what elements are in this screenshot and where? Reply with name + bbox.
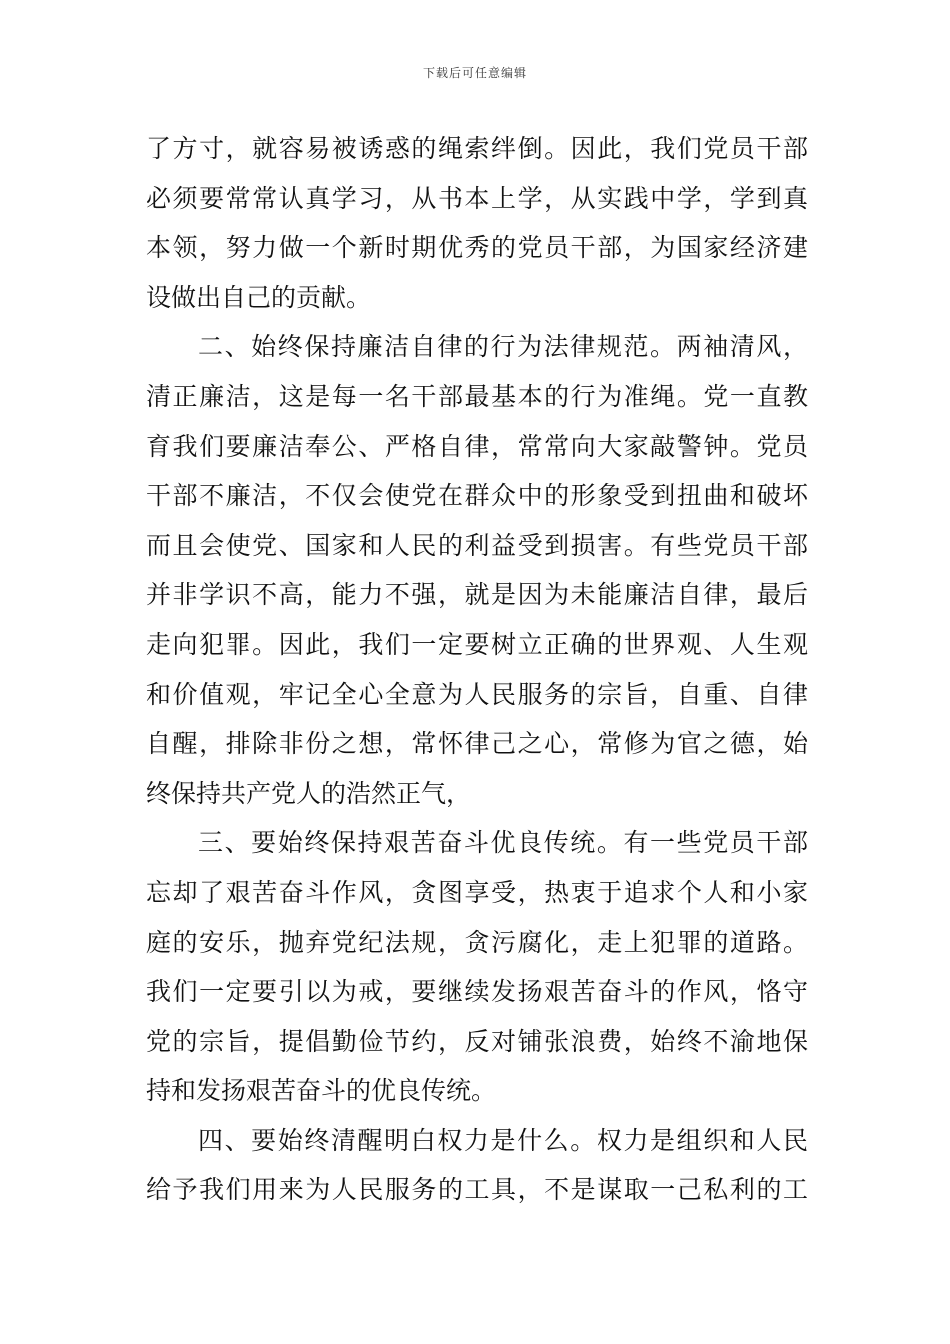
text-line: 设做出自己的贡献。 <box>146 282 372 312</box>
text-line: 清正廉洁，这是每一名干部最基本的行为准绳。党一直教 <box>146 381 808 411</box>
text-line: 而且会使党、国家和人民的利益受到损害。有些党员干部 <box>146 530 808 560</box>
text-line: 我们一定要引以为戒，要继续发扬艰苦奋斗的作风，恪守 <box>146 977 808 1007</box>
text-line: 必须要常常认真学习，从书本上学，从实践中学，学到真 <box>146 183 808 213</box>
text-line: 三、要始终保持艰苦奋斗优良传统。有一些党员干部 <box>198 828 808 858</box>
text-line: 育我们要廉洁奉公、严格自律，常常向大家敲警钟。党员 <box>146 431 808 461</box>
text-line: 自醒，排除非份之想，常怀律己之心，常修为官之德，始 <box>146 729 808 759</box>
text-line: 持和发扬艰苦奋斗的优良传统。 <box>146 1076 497 1106</box>
text-line: 给予我们用来为人民服务的工具，不是谋取一己私利的工 <box>146 1175 808 1205</box>
text-line: 四、要始终清醒明白权力是什么。权力是组织和人民 <box>198 1125 808 1155</box>
text-line: 二、始终保持廉洁自律的行为法律规范。两袖清风， <box>198 332 808 362</box>
page-header: 下载后可任意编辑 <box>422 66 527 80</box>
text-line: 党的宗旨，提倡勤俭节约，反对铺张浪费，始终不渝地保 <box>146 1026 808 1056</box>
text-line: 了方寸，就容易被诱惑的绳索绊倒。因此，我们党员干部 <box>146 134 808 163</box>
text-line: 和价值观，牢记全心全意为人民服务的宗旨，自重、自律 <box>146 679 808 709</box>
text-line: 并非学识不高，能力不强，就是因为未能廉洁自律，最后 <box>146 580 808 610</box>
text-line: 走向犯罪。因此，我们一定要树立正确的世界观、人生观 <box>146 629 808 659</box>
text-line: 忘却了艰苦奋斗作风，贪图享受，热衷于追求个人和小家 <box>146 877 808 907</box>
document-body <box>146 124 808 1215</box>
text-line: 干部不廉洁，不仅会使党在群众中的形象受到扭曲和破坏 <box>146 481 808 511</box>
text-line: 终保持共产党人的浩然正气， <box>146 778 472 808</box>
text-line: 庭的安乐，抛弃党纪法规，贪污腐化，走上犯罪的道路。 <box>146 927 808 957</box>
text-line: 本领，努力做一个新时期优秀的党员干部，为国家经济建 <box>146 233 808 263</box>
